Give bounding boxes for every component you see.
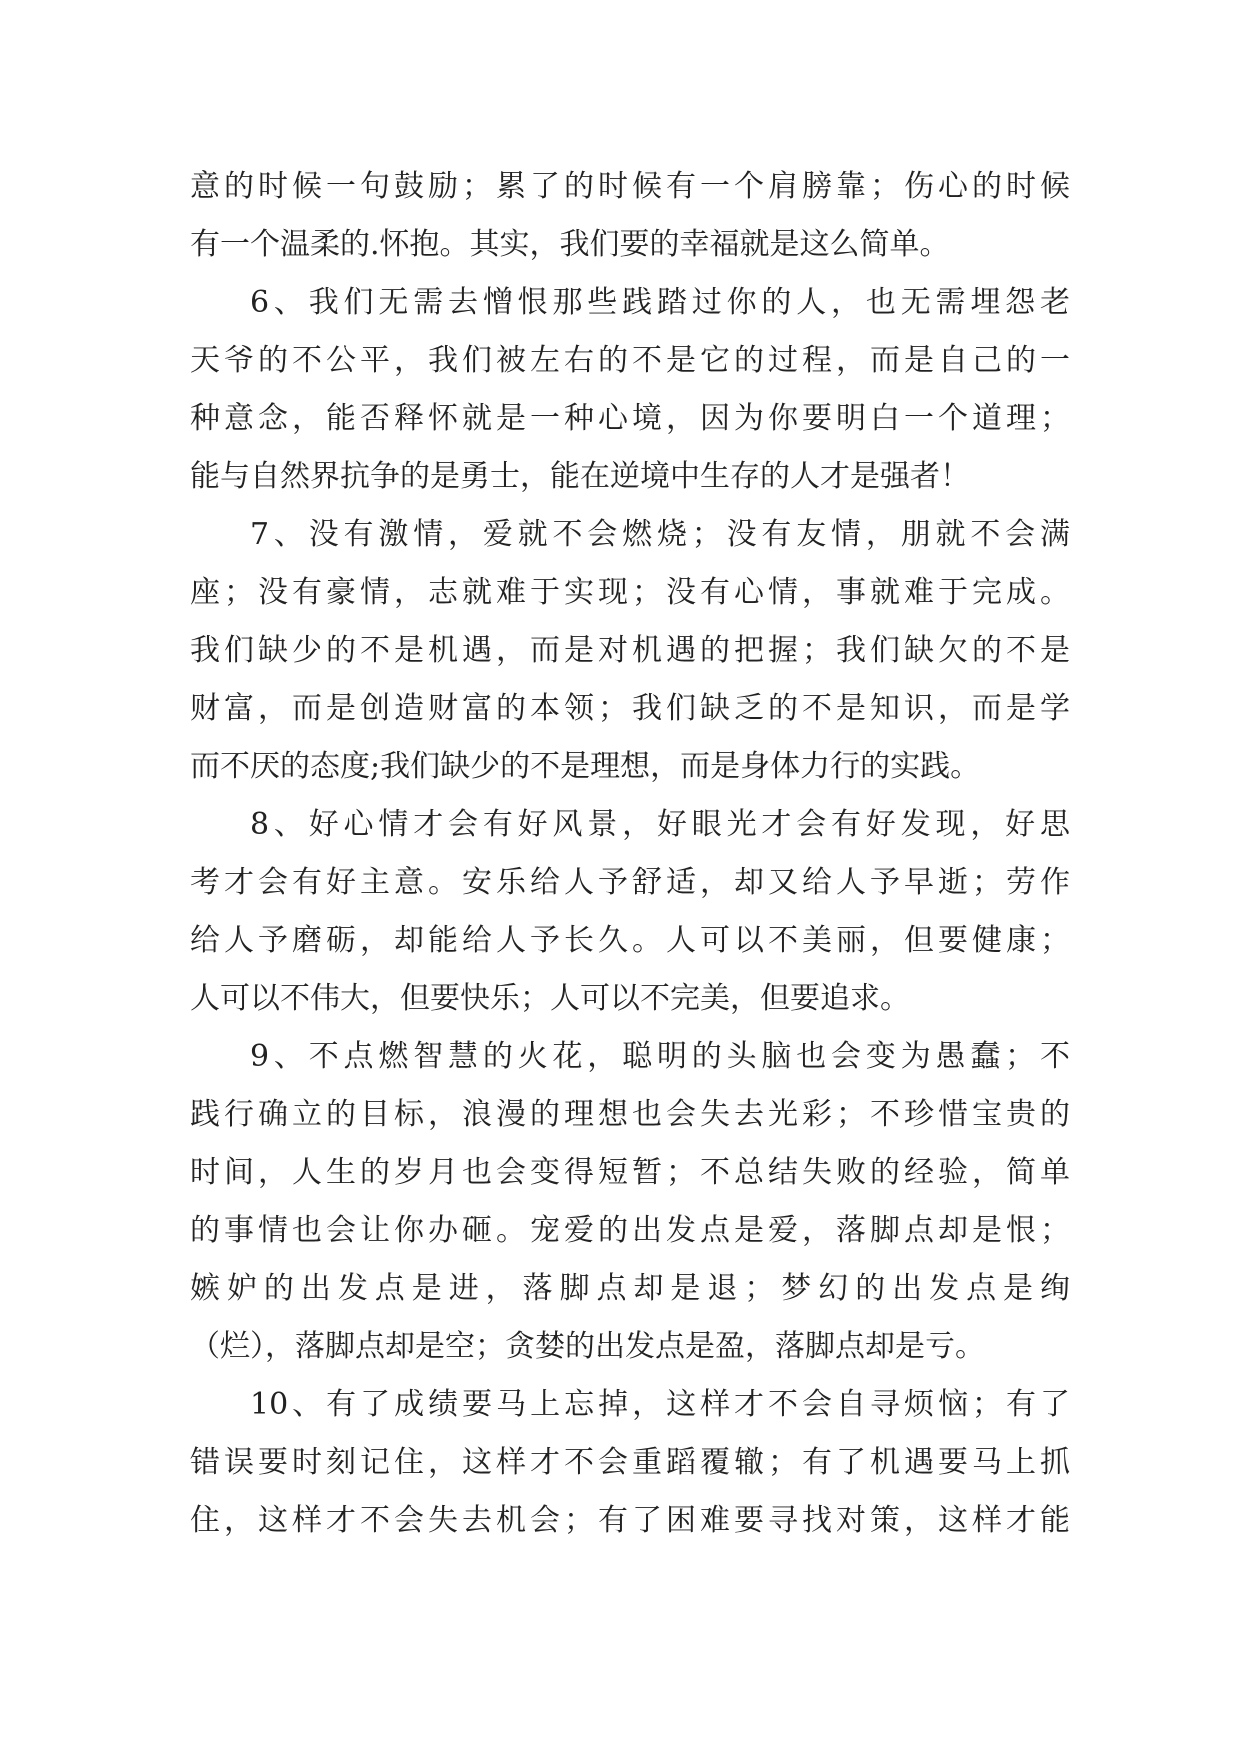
- text-line: 住，这样才不会失去机会；有了困难要寻找对策，这样才能: [190, 1503, 1070, 1538]
- text-line: （烂），落脚点却是空；贪婪的出发点是盈，落脚点却是亏。: [190, 1329, 985, 1364]
- text-line: 9、不点燃智慧的火花，聪明的头脑也会变为愚蠢；不: [250, 1039, 1070, 1074]
- text-line: 嫉妒的出发点是进，落脚点却是退；梦幻的出发点是绚: [190, 1271, 1070, 1306]
- text-line: 我们缺少的不是机遇，而是对机遇的把握；我们缺欠的不是: [190, 633, 1070, 668]
- text-line: 7、没有激情，爱就不会燃烧；没有友情，朋就不会满: [250, 517, 1070, 552]
- text-line: 种意念，能否释怀就是一种心境，因为你要明白一个道理；: [190, 401, 1070, 436]
- text-line: 座；没有豪情，志就难于实现；没有心情，事就难于完成。: [190, 575, 1070, 610]
- text-line: 财富，而是创造财富的本领；我们缺乏的不是知识，而是学: [190, 691, 1070, 726]
- text-line: 意的时候一句鼓励；累了的时候有一个肩膀靠；伤心的时候: [190, 169, 1070, 204]
- document-body: [190, 158, 1070, 1550]
- text-line: 践行确立的目标，浪漫的理想也会失去光彩；不珍惜宝贵的: [190, 1097, 1070, 1132]
- text-line: 能与自然界抗争的是勇士，能在逆境中生存的人才是强者！: [190, 459, 970, 494]
- text-line: 天爷的不公平，我们被左右的不是它的过程，而是自己的一: [190, 343, 1070, 378]
- text-line: 人可以不伟大，但要快乐；人可以不完美，但要追求。: [190, 981, 910, 1016]
- text-line: 而不厌的态度;我们缺少的不是理想，而是身体力行的实践。: [190, 749, 981, 784]
- text-line: 10、有了成绩要马上忘掉，这样才不会自寻烦恼；有了: [250, 1387, 1070, 1422]
- text-line: 考才会有好主意。安乐给人予舒适，却又给人予早逝；劳作: [190, 865, 1070, 900]
- text-line: 时间，人生的岁月也会变得短暂；不总结失败的经验，简单: [190, 1155, 1070, 1190]
- text-line: 6、我们无需去憎恨那些践踏过你的人，也无需埋怨老: [250, 285, 1070, 320]
- text-line: 的事情也会让你办砸。宠爱的出发点是爱，落脚点却是恨；: [190, 1213, 1070, 1248]
- text-line: 有一个温柔的.怀抱。其实，我们要的幸福就是这么简单。: [190, 227, 950, 262]
- text-line: 给人予磨砺，却能给人予长久。人可以不美丽，但要健康；: [190, 923, 1070, 958]
- text-line: 8、好心情才会有好风景，好眼光才会有好发现，好思: [250, 807, 1070, 842]
- text-line: 错误要时刻记住，这样才不会重蹈覆辙；有了机遇要马上抓: [190, 1445, 1070, 1480]
